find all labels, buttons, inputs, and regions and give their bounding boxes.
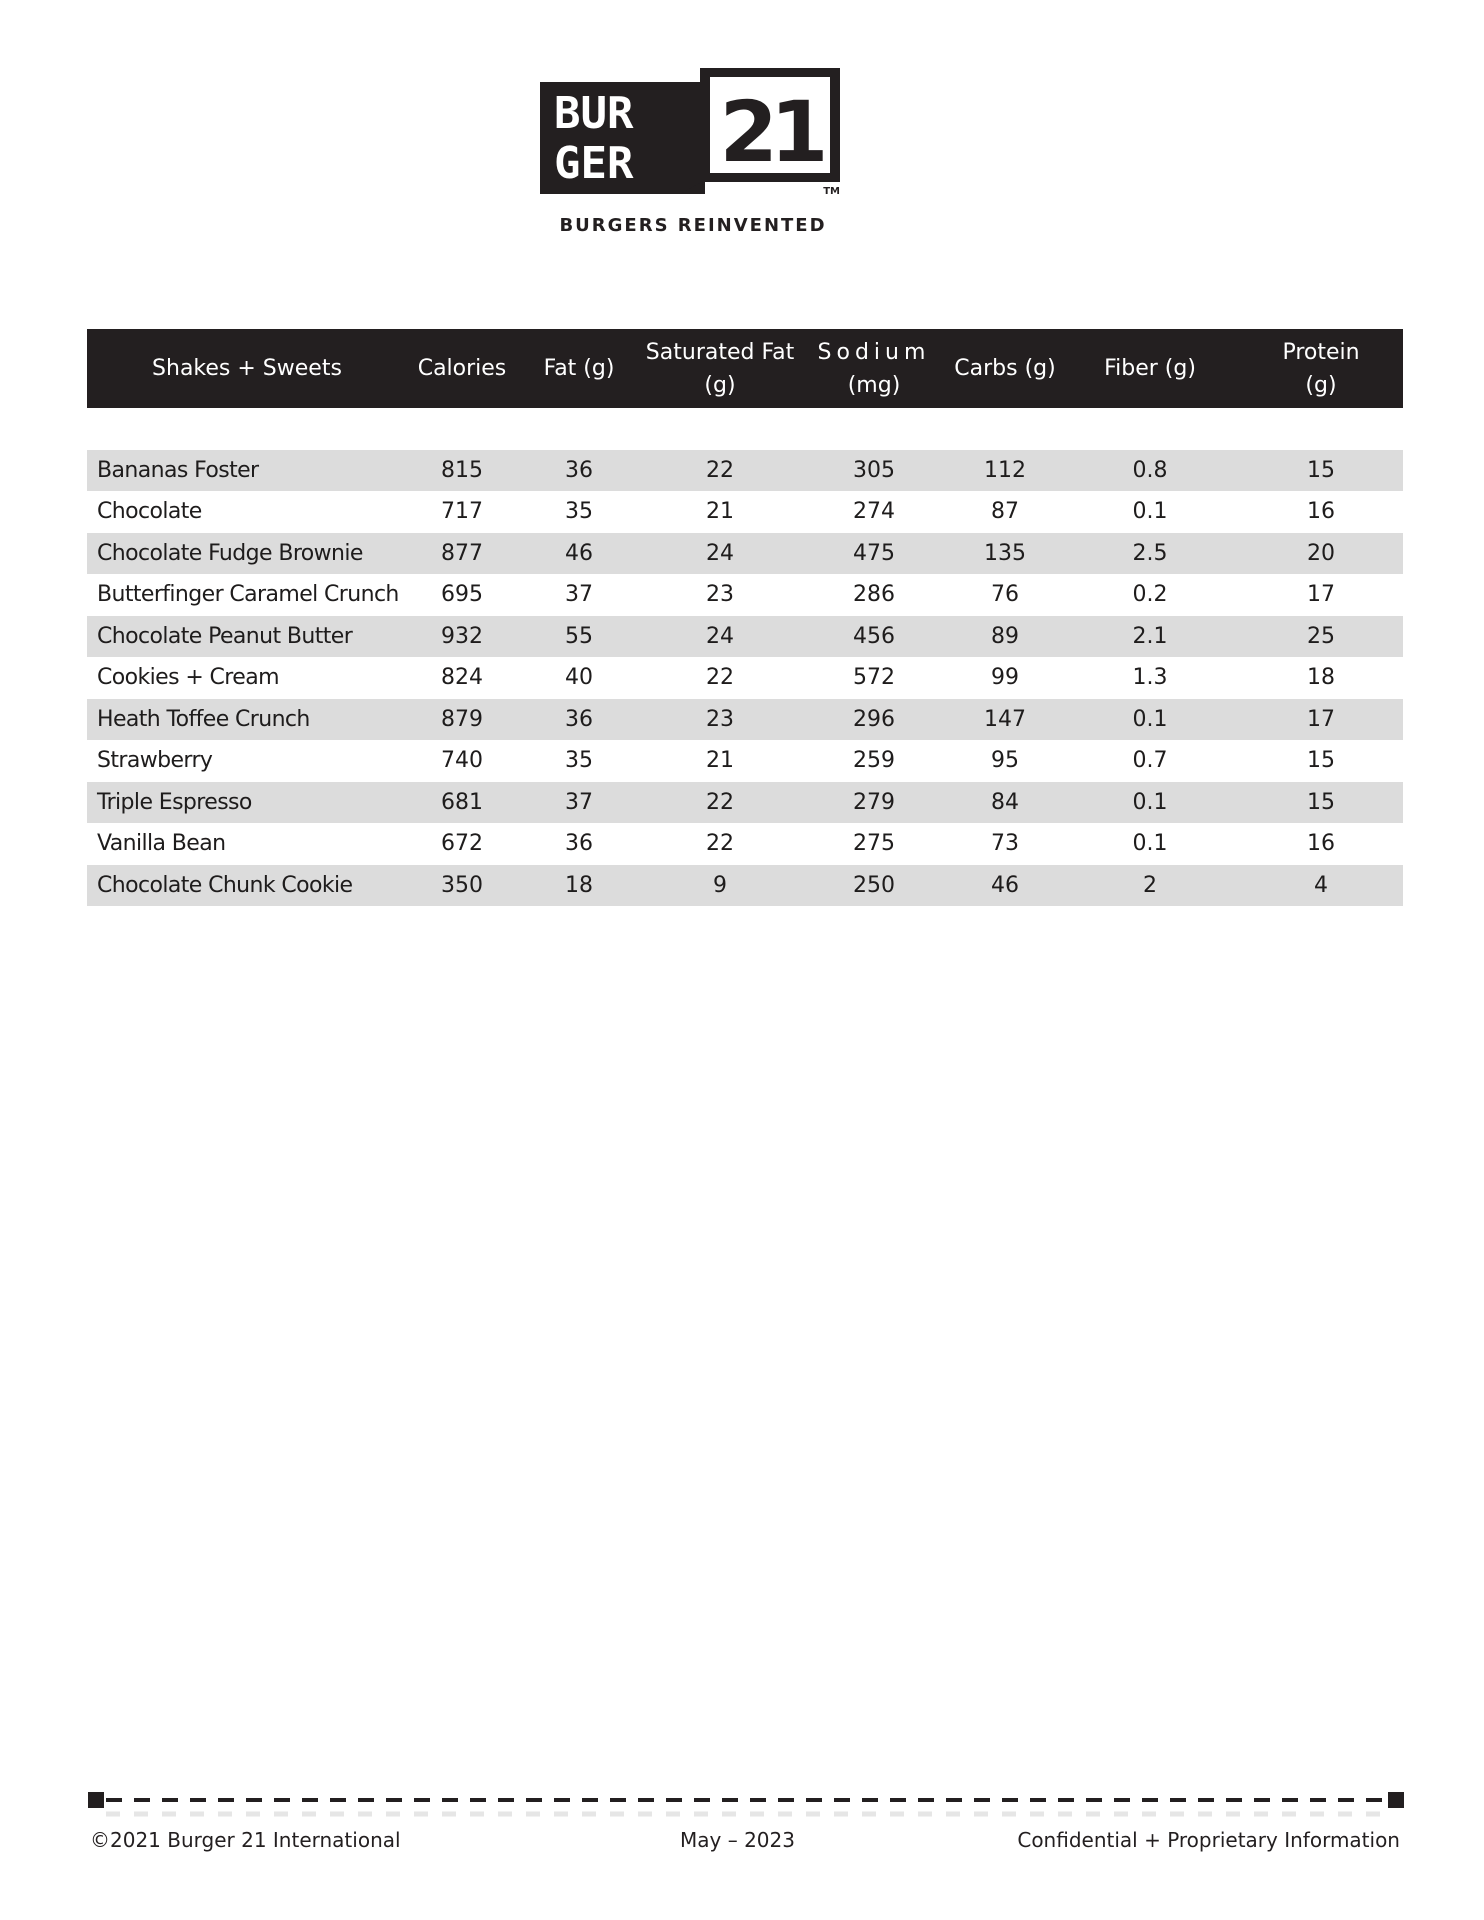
cell-carbs: 76 xyxy=(991,582,1019,608)
cell-carbs: 147 xyxy=(949,699,1061,741)
header-protein xyxy=(1239,329,1403,408)
cell-protein: 15 xyxy=(1239,450,1403,492)
cell-carbs: 73 xyxy=(991,831,1019,857)
cell-fiber: 0.1 xyxy=(1061,782,1239,824)
cell-name: Bananas Foster xyxy=(87,450,407,492)
header-fiber: Fiber (g) xyxy=(1061,329,1239,408)
cell-fat: 36 xyxy=(517,699,641,741)
header-saturated-fat-line1: Saturated Fat xyxy=(645,339,795,365)
cell-protein: 17 xyxy=(1307,582,1335,608)
cell-sodium: 456 xyxy=(799,616,949,658)
cell-carbs: 46 xyxy=(949,865,1061,907)
logo-tagline: BURGERS REINVENTED xyxy=(559,215,827,236)
cell-protein: 4 xyxy=(1239,865,1403,907)
header-calories: Calories xyxy=(407,329,517,408)
cell-calories: 824 xyxy=(441,665,483,691)
cell-fiber: 0.7 xyxy=(1132,748,1168,774)
cell-protein: 15 xyxy=(1239,782,1403,824)
cell-sodium: 305 xyxy=(799,450,949,492)
cell-sodium: 274 xyxy=(853,499,895,525)
cell-calories: 672 xyxy=(441,831,483,857)
table-row xyxy=(87,491,1403,533)
cell-sat-fat: 22 xyxy=(641,782,799,824)
cell-sodium: 275 xyxy=(853,831,895,857)
cell-fiber: 0.8 xyxy=(1061,450,1239,492)
logo-number: 21 xyxy=(719,83,821,181)
header-protein-line2: (g) xyxy=(1305,372,1337,398)
header-item-name: Shakes + Sweets xyxy=(87,329,407,408)
cell-calories: 695 xyxy=(441,582,483,608)
header-sodium xyxy=(799,329,949,408)
cell-carbs: 95 xyxy=(991,748,1019,774)
cell-sat-fat: 23 xyxy=(706,582,734,608)
cell-name: Chocolate Chunk Cookie xyxy=(87,865,407,907)
cell-fat: 37 xyxy=(565,582,593,608)
cell-carbs: 112 xyxy=(949,450,1061,492)
logo-text-ger: GER xyxy=(554,138,634,189)
cell-sat-fat: 22 xyxy=(706,665,734,691)
cell-sodium: 475 xyxy=(799,533,949,575)
cell-sodium: 259 xyxy=(853,748,895,774)
cell-protein: 16 xyxy=(1307,499,1335,525)
cell-sodium: 296 xyxy=(799,699,949,741)
table-row xyxy=(87,782,1403,824)
cell-fat: 18 xyxy=(517,865,641,907)
table-row xyxy=(87,699,1403,741)
cell-protein: 15 xyxy=(1307,748,1335,774)
logo-text-bur: BUR xyxy=(554,88,634,139)
table-row xyxy=(87,657,1403,699)
cell-carbs: 99 xyxy=(991,665,1019,691)
cell-sat-fat: 22 xyxy=(641,450,799,492)
cell-fiber: 1.3 xyxy=(1132,665,1168,691)
cell-protein: 17 xyxy=(1239,699,1403,741)
cell-carbs: 84 xyxy=(949,782,1061,824)
cell-sodium: 286 xyxy=(853,582,895,608)
cell-calories: 877 xyxy=(407,533,517,575)
cell-carbs: 89 xyxy=(949,616,1061,658)
cell-fat: 37 xyxy=(517,782,641,824)
table-row xyxy=(87,574,1403,616)
cell-name: Heath Toffee Crunch xyxy=(87,699,407,741)
cell-carbs: 135 xyxy=(949,533,1061,575)
cell-name: Butterfinger Caramel Crunch xyxy=(97,582,399,608)
cell-fiber: 2 xyxy=(1061,865,1239,907)
footer-dashed-rule xyxy=(88,1792,1404,1822)
table-spacer xyxy=(87,408,1403,450)
header-saturated-fat xyxy=(641,329,799,408)
cell-protein: 18 xyxy=(1307,665,1335,691)
cell-name: Chocolate Peanut Butter xyxy=(87,616,407,658)
table-body xyxy=(87,408,1403,906)
header-sodium-line2: (mg) xyxy=(847,372,901,398)
cell-calories: 879 xyxy=(407,699,517,741)
table-row xyxy=(87,865,1403,907)
cell-fat: 35 xyxy=(565,748,593,774)
cell-sat-fat: 21 xyxy=(706,748,734,774)
cell-calories: 740 xyxy=(441,748,483,774)
cell-name: Vanilla Bean xyxy=(97,831,226,857)
cell-sodium: 250 xyxy=(799,865,949,907)
cell-fat: 40 xyxy=(565,665,593,691)
footer-confidential: Confidential + Proprietary Information xyxy=(1017,1828,1400,1852)
cell-fiber: 0.1 xyxy=(1132,499,1168,525)
cell-protein: 16 xyxy=(1307,831,1335,857)
cell-calories: 717 xyxy=(441,499,483,525)
cell-fiber: 2.1 xyxy=(1061,616,1239,658)
cell-name: Cookies + Cream xyxy=(97,665,279,691)
cell-sat-fat: 24 xyxy=(641,616,799,658)
table-row xyxy=(87,616,1403,658)
cell-protein: 20 xyxy=(1239,533,1403,575)
table-row xyxy=(87,450,1403,492)
cell-fat: 36 xyxy=(517,450,641,492)
cell-name: Chocolate xyxy=(97,499,202,525)
footer-copyright: ©2021 Burger 21 International xyxy=(90,1828,401,1852)
cell-carbs: 87 xyxy=(991,499,1019,525)
footer-date: May – 2023 xyxy=(680,1828,795,1852)
table-row xyxy=(87,823,1403,865)
header-fat: Fat (g) xyxy=(517,329,641,408)
header-protein-line1: Protein xyxy=(1282,339,1360,365)
cell-sodium: 279 xyxy=(799,782,949,824)
cell-fat: 46 xyxy=(517,533,641,575)
cell-calories: 350 xyxy=(407,865,517,907)
cell-fat: 55 xyxy=(517,616,641,658)
cell-name: Chocolate Fudge Brownie xyxy=(87,533,407,575)
cell-calories: 681 xyxy=(407,782,517,824)
cell-protein: 25 xyxy=(1239,616,1403,658)
cell-fiber: 0.2 xyxy=(1132,582,1168,608)
table-header-row xyxy=(87,329,1403,408)
cell-fiber: 0.1 xyxy=(1132,831,1168,857)
logo-trademark: TM xyxy=(823,186,840,197)
table-row xyxy=(87,740,1403,782)
cell-sat-fat: 22 xyxy=(706,831,734,857)
cell-sat-fat: 21 xyxy=(706,499,734,525)
cell-sat-fat: 24 xyxy=(641,533,799,575)
nutrition-table xyxy=(87,329,1403,906)
cell-sat-fat: 9 xyxy=(641,865,799,907)
table-row xyxy=(87,533,1403,575)
cell-fat: 36 xyxy=(565,831,593,857)
header-carbs: Carbs (g) xyxy=(949,329,1061,408)
cell-calories: 815 xyxy=(407,450,517,492)
cell-sat-fat: 23 xyxy=(641,699,799,741)
header-saturated-fat-line2: (g) xyxy=(704,372,736,398)
cell-name: Triple Espresso xyxy=(87,782,407,824)
cell-calories: 932 xyxy=(407,616,517,658)
cell-fiber: 2.5 xyxy=(1061,533,1239,575)
cell-fat: 35 xyxy=(565,499,593,525)
cell-fiber: 0.1 xyxy=(1061,699,1239,741)
cell-name: Strawberry xyxy=(97,748,213,774)
cell-sodium: 572 xyxy=(853,665,895,691)
header-sodium-line1: Sodium xyxy=(817,339,931,365)
